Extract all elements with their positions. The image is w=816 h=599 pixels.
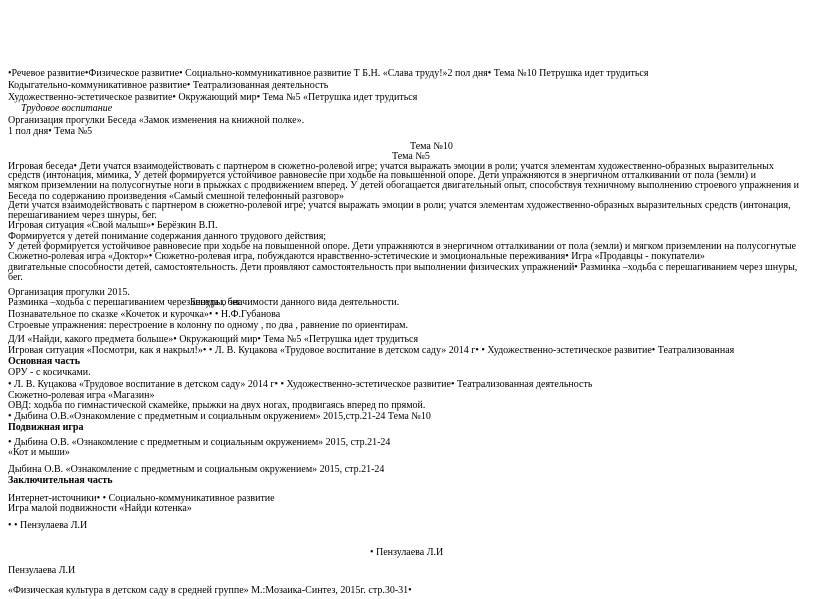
text-line: Игра малой подвижности «Найди котенка» <box>8 503 192 514</box>
text-line: Интернет-источники• • Социально-коммуникативное развитие <box>8 493 275 504</box>
text-line: Беседа по содержанию произведения «Самый смешной телефонный разговор» <box>8 191 344 202</box>
text-line: ОРУ - с косичками. <box>8 367 91 378</box>
text-line: • Дыбина О.В.«Ознакомление с предметным и социальным окружением» 2015,стр.21-24 Тема №10 <box>8 411 431 422</box>
text-line: «Физическая культура в детском саду в средней группе» М.:Мозаика-Синтез, 2015г. стр.30-31• <box>8 585 412 596</box>
text-line: Организация прогулки 2015. <box>8 287 130 298</box>
text-line: Беседа о значимости данного вида деятельности. <box>190 297 400 308</box>
text-line: • Л. В. Куцакова «Трудовое воспитание в детском саду» 2014 г• • Художественно-эстетическое развитие• Театрализованная деятельность <box>8 379 593 390</box>
text-line: •Речевое развитие•Физическое развитие• Социально-коммуникативное развитие Т Б.Н. «Слава труду!»2 пол дня• Тема №10 Петрушка идет трудиться <box>8 68 649 79</box>
text-line: Игровая ситуация «Свой малыш»• Берёзкин В.П. <box>8 220 218 231</box>
text-line: Кодыгательно-коммуникативное развитие• Театрализованная деятельность <box>8 80 329 91</box>
text-line: Познавательное по сказке «Кочеток и курочка»• • Н.Ф.Губанова <box>8 309 281 320</box>
text-line: Разминка –ходьба с перешагиванием через шнуры, бег. <box>8 297 243 308</box>
text-line: Формируется у детей понимание содержания данного трудового действия; <box>8 231 327 242</box>
text-line: • Дыбина О.В. «Ознакомление с предметным и социальным окружением» 2015, стр.21-24 <box>8 437 391 448</box>
text-line: Д/И «Найди, какого предмета больше»• Окружающий мир• Тема №5 «Петрушка идет трудиться <box>8 334 419 345</box>
text-line: Сюжетно-ролевая игра «Магазин» <box>8 390 155 401</box>
text-line: Тема №5 <box>392 151 430 162</box>
text-line: средств (интонация, мимика, У детей формируется устойчивое равновесие при ходьбе на повышенной опоре. Дети упражняются в энергичном отталкивании от пола (земли) и <box>8 170 756 181</box>
text-line: мягком приземлении на полусогнутые ноги в прыжках с продвижением вперед. У детей обогащается двигательный опыт, способствуя техничному выполнению строевого упражнения и <box>8 180 799 191</box>
section-heading: Подвижная игра <box>8 422 84 433</box>
text-line: Тема №10 <box>410 141 453 152</box>
text-line: двигательные способности детей, самостоятельность. Дети проявляют самостоятельность при выполнении физических упражнений• Разминка –ходьба с перешагиванием через шнуры, <box>8 262 798 273</box>
text-line: 1 пол дня• Тема №5 <box>8 126 93 137</box>
text-line: Строевые упражнения: перестроение в колонну по одному , по два , равнение по ориентирам. <box>8 320 408 331</box>
text-line: • Пензулаева Л.И <box>370 547 444 558</box>
text-line: У детей формируется устойчивое равновесие при ходьбе на повышенной опоре. Дети упражняются в энергичном отталкивании от пола (земли) и мягком приземлении на полусогнутые <box>8 241 797 252</box>
text-line: «Кот и мыши» <box>8 447 70 458</box>
text-line: Организация прогулки Беседа «Замок изменения на книжной полке». <box>8 115 305 126</box>
text-line: Художественно-эстетическое развитие• Окружающий мир• Тема №5 «Петрушка идет трудиться <box>8 92 418 103</box>
text-line: Игровая беседа• Дети учатся взаимодействовать с партнером в сюжетно-ролевой игре; учатся выражать эмоции в роли; учатся элементам художественно-образных выразительных <box>8 161 774 172</box>
text-line: Пензулаева Л.И <box>8 565 76 576</box>
section-heading: Заключительная часть <box>8 475 113 486</box>
text-line: ОВД: ходьба по гимнастической скамейке, прыжки на двух ногах, продвигаясь вперед по прямой. <box>8 400 426 411</box>
text-line: Дети учатся взаимодействовать с партнером в сюжетно-ролевой игре; учатся выражать эмоции в роли; учатся элементам художественно-образных выразительных средств (интонация, <box>8 200 791 211</box>
text-line: Сюжетно-ролевая игра «Доктор»• Сюжетно-ролевая игра, побуждаются нравственно-эстетические и эмоциональные переживания• Игра «Продавцы - покупатели» <box>8 251 705 262</box>
section-heading: Основная часть <box>8 356 81 367</box>
text-line: Дыбина О.В. «Ознакомление с предметным и социальным окружением» 2015, стр.21-24 <box>8 464 385 475</box>
text-line: Трудовое воспитание <box>21 103 113 114</box>
text-line: бег. <box>8 272 23 283</box>
text-line: Игровая ситуация «Посмотри, как я накрыл!»• • Л. В. Куцакова «Трудовое воспитание в детском саду» 2014 г• • Художественно-эстетическое развитие• Театрализованная <box>8 345 735 356</box>
text-line: перешагиванием через шнуры, бег. <box>8 210 157 221</box>
text-line: • • Пензулаева Л.И <box>8 520 88 531</box>
